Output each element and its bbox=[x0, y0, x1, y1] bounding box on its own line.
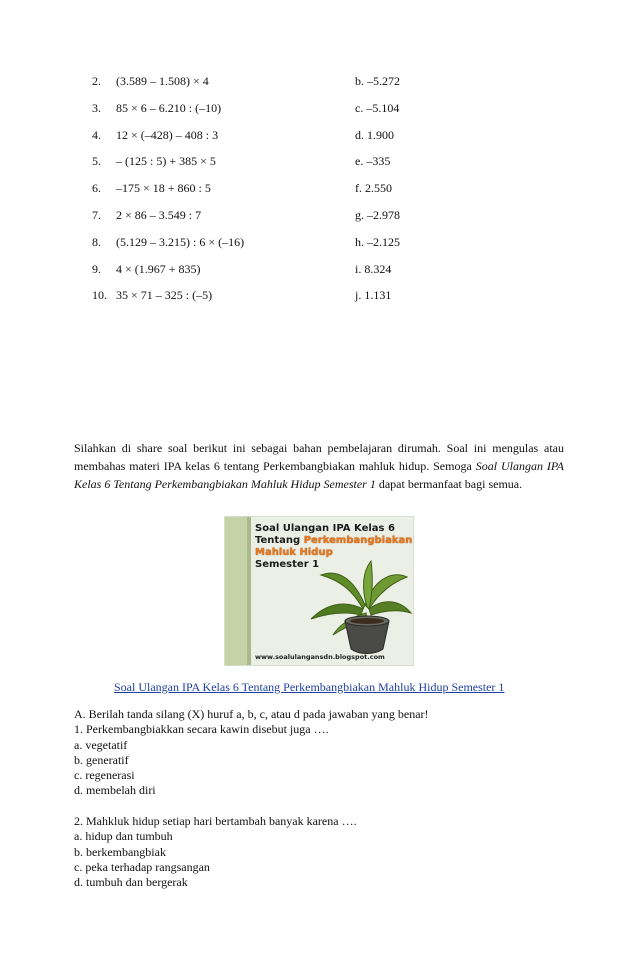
question-text: 1. Perkembangbiakkan secara kawin disebut juga …. bbox=[74, 722, 329, 737]
intro-text-end: dapat bermanfaat bagi semua. bbox=[375, 476, 523, 491]
banner-url: www.soalulangansdn.blogspot.com bbox=[255, 653, 385, 661]
item-expression: (3.589 – 1.508) × 4 bbox=[116, 74, 209, 88]
item-expression: –175 × 18 + 860 : 5 bbox=[116, 181, 211, 196]
item-answer: c. –5.104 bbox=[355, 100, 400, 115]
item-answer: b. –5.272 bbox=[355, 74, 400, 88]
item-answer: f. 2.550 bbox=[355, 181, 392, 196]
item-number: 8. bbox=[92, 234, 101, 249]
item-expression: 2 × 86 – 3.549 : 7 bbox=[116, 207, 202, 222]
item-answer: h. –2.125 bbox=[355, 234, 400, 249]
item-answer: e. –335 bbox=[355, 154, 391, 169]
item-answer: j. 1.131 bbox=[355, 288, 392, 303]
intro-paragraph bbox=[74, 440, 564, 493]
question-text: 2. Mahkluk hidup setiap hari bertambah banyak karena …. bbox=[74, 814, 357, 829]
list-item bbox=[74, 124, 554, 151]
item-answer: d. 1.900 bbox=[355, 127, 394, 142]
math-matching-list bbox=[74, 70, 554, 311]
item-expression: – (125 : 5) + 385 × 5 bbox=[116, 154, 216, 169]
spacer bbox=[74, 799, 564, 814]
answer-option: a. hidup dan tumbuh bbox=[74, 829, 173, 844]
list-item bbox=[74, 284, 554, 311]
article-title-link[interactable]: Soal Ulangan IPA Kelas 6 Tentang Perkembangbiakan Mahluk Hidup Semester 1 bbox=[114, 680, 505, 694]
answer-option: b. generatif bbox=[74, 752, 129, 767]
quiz-instruction: A. Berilah tanda silang (X) huruf a, b, c, atau d pada jawaban yang benar! bbox=[74, 707, 429, 721]
item-answer: i. 8.324 bbox=[355, 261, 392, 276]
list-item bbox=[74, 97, 554, 124]
article-banner-image bbox=[224, 516, 414, 666]
item-expression: 12 × (–428) – 408 : 3 bbox=[116, 127, 219, 142]
item-number: 2. bbox=[92, 74, 101, 88]
quiz-section bbox=[74, 707, 564, 891]
item-number: 9. bbox=[92, 261, 101, 276]
item-number: 3. bbox=[92, 100, 101, 115]
item-number: 5. bbox=[92, 154, 101, 169]
item-number: 10. bbox=[92, 288, 107, 303]
banner-title-line4: Semester 1 bbox=[255, 559, 320, 570]
potted-plant-icon bbox=[225, 517, 413, 665]
answer-option: c. peka terhadap rangsangan bbox=[74, 859, 210, 874]
item-number: 7. bbox=[92, 207, 101, 222]
item-expression: 35 × 71 – 325 : (–5) bbox=[116, 288, 213, 303]
banner-title-line1: Soal Ulangan IPA Kelas 6 bbox=[255, 523, 395, 534]
answer-option: c. regenerasi bbox=[74, 768, 135, 783]
answer-option: d. membelah diri bbox=[74, 783, 156, 798]
intro-italic-title: Soal Ulangan IPA Kelas 6 Tentang Perkembangbiakan Mahluk Hidup Semester 1 bbox=[74, 458, 564, 491]
banner-title-highlight: Perkembangbiakan bbox=[303, 535, 413, 546]
item-expression: 85 × 6 – 6.210 : (–10) bbox=[116, 100, 222, 115]
intro-text: Silahkan di share soal berikut ini sebagai bahan pembelajaran dirumah. Soal ini mengulas atau membahas materi IPA kelas 6 tentang Perkembangbiakan mahluk hidup. Semoga bbox=[74, 441, 564, 473]
list-item bbox=[74, 177, 554, 204]
item-answer: g. –2.978 bbox=[355, 207, 400, 222]
banner-title-line2-start: Tentang bbox=[255, 535, 304, 546]
item-number: 4. bbox=[92, 127, 101, 142]
item-expression: 4 × (1.967 + 835) bbox=[116, 261, 201, 276]
banner-title-line3: Mahluk Hidup bbox=[255, 547, 333, 558]
list-item bbox=[74, 258, 554, 285]
answer-option: d. tumbuh dan bergerak bbox=[74, 875, 188, 890]
answer-option: a. vegetatif bbox=[74, 737, 128, 752]
list-item bbox=[74, 150, 554, 177]
list-item bbox=[74, 204, 554, 231]
list-item bbox=[74, 70, 554, 97]
item-number: 6. bbox=[92, 181, 101, 196]
item-expression: (5.129 – 3.215) : 6 × (–16) bbox=[116, 234, 245, 249]
list-item bbox=[74, 231, 554, 258]
answer-option: b. berkembangbiak bbox=[74, 844, 166, 859]
